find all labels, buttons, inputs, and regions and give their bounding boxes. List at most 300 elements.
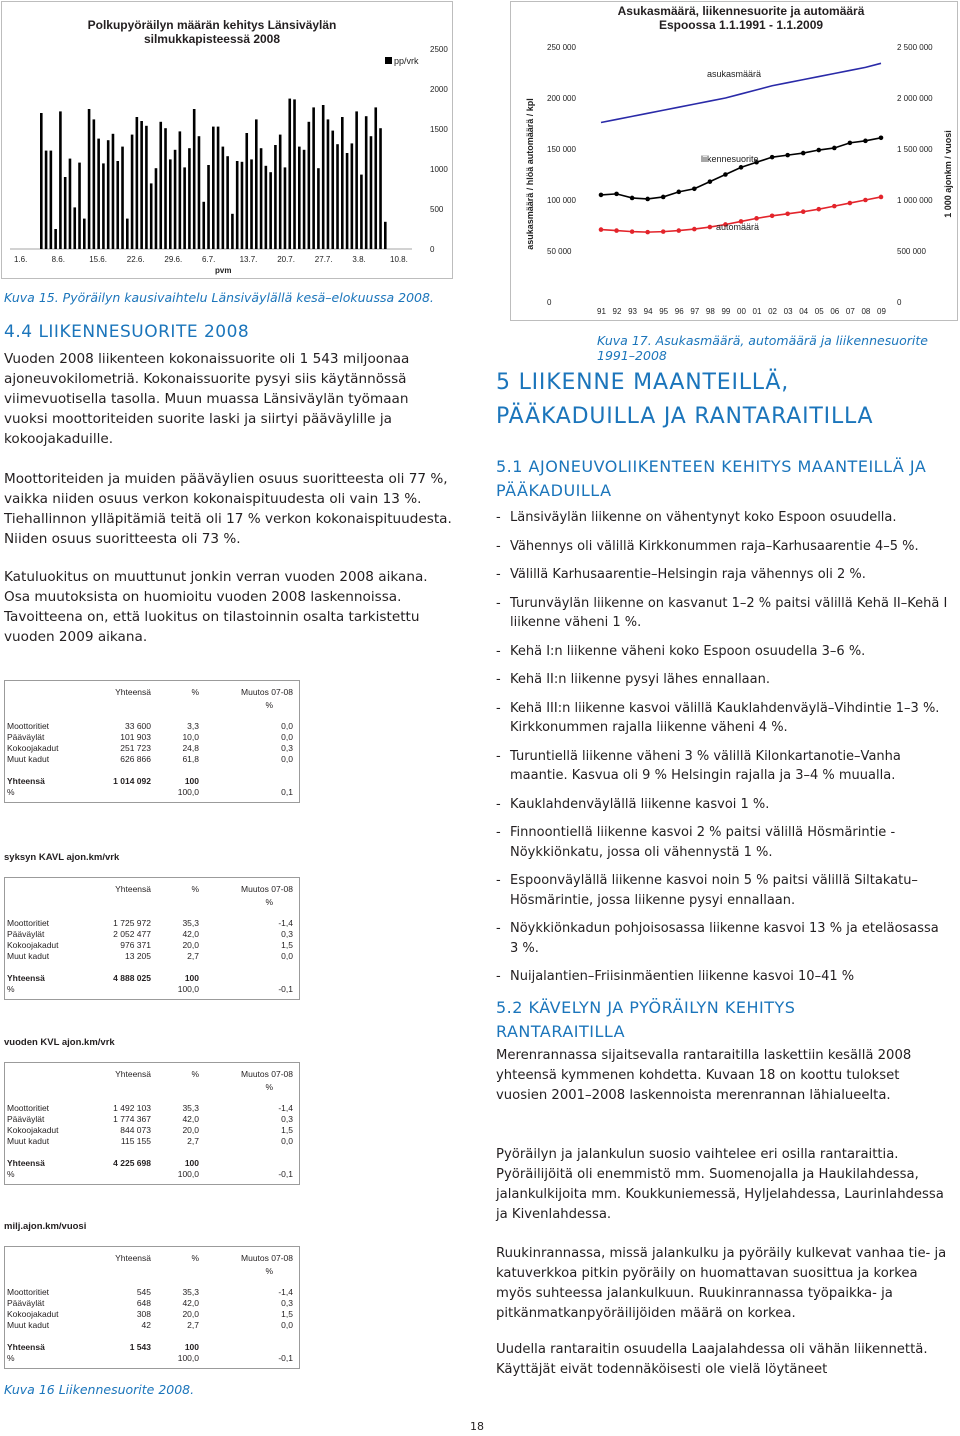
section-5-1-bullets <box>496 508 951 996</box>
table-cell: 2,7 <box>187 1320 199 1330</box>
bike-bar <box>78 163 81 249</box>
table-cell: 24,8 <box>182 743 199 753</box>
chapter-5-heading-line1: 5 LIIKENNE MAANTEILLÄ, <box>496 370 789 395</box>
table-cell: 1,5 <box>281 1309 293 1319</box>
pop-series-point <box>630 229 635 234</box>
table-row <box>5 743 299 754</box>
table-grid <box>4 1246 300 1369</box>
bike-ytick-label: 1500 <box>430 125 448 134</box>
pop-xtick-label: 98 <box>705 307 715 316</box>
table-cell: 1,5 <box>281 1125 293 1135</box>
bike-ytick-label: 500 <box>430 205 444 214</box>
table-cell: Yhteensä <box>7 776 45 786</box>
pop-series-point <box>599 227 604 232</box>
bike-xtick-label: 27.7. <box>314 255 333 264</box>
pop-series-point <box>832 146 837 151</box>
bike-bar <box>341 117 344 249</box>
table-header-cell: Yhteensä <box>115 1253 151 1263</box>
pop-xtick-label: 01 <box>752 307 762 316</box>
table-header-cell: Muutos 07-08 <box>241 884 293 894</box>
table-title: vuoden KVL ajon.km/vrk <box>4 1037 115 1048</box>
table-cell: 1 492 103 <box>113 1103 151 1113</box>
pop-xtick-label: 00 <box>737 307 746 316</box>
bullet-item: - Turuntiellä liikenne väheni 3 % välillä Kilonkartanotie–Vanha maantie. Kasvua oli 9 % Helsingin rajalla ja 3–4 % muualla. <box>496 747 951 786</box>
paragraph-4-4-3: Katuluokitus on muuttunut jonkin verran vuoden 2008 aikana. Osa muutoksista on huomioitu vuoden 2008 laskennoissa. Tavoitteena on, että luokitus on tilastoinnin osalta tarkistettu vuoden 2009 aikana. <box>4 569 428 645</box>
table-row <box>5 1298 299 1309</box>
table-cell: 0,3 <box>281 743 293 753</box>
pop-ytick-left-label: 100 000 <box>547 196 576 205</box>
pop-ytick-right-label: 2 500 000 <box>897 43 933 52</box>
paragraph-5-2-4: Uudella rantaraitin osuudella Laajalahdessa oli vähän liikennettä. Käyttäjät eivät todennäköisesti ole vielä löytäneet <box>496 1342 928 1377</box>
pop-series-point <box>832 204 837 209</box>
table-cell: Kokoojakadut <box>7 1125 59 1135</box>
bike-bar <box>140 121 143 249</box>
pop-label-population: asukasmäärä <box>707 69 762 79</box>
table-cell: -1,4 <box>278 1103 293 1113</box>
bike-bar <box>54 229 57 249</box>
bike-xtick-label: 29.6. <box>164 255 183 264</box>
table-cell: Kokoojakadut <box>7 743 59 753</box>
page-number: 18 <box>470 1420 484 1433</box>
section-4-4-heading: 4.4 LIIKENNESUORITE 2008 <box>4 322 250 342</box>
bullet-item: - Nöykkiönkadun pohjoisosassa liikenne kasvoi 13 % ja eteläosassa 3 %. <box>496 919 951 958</box>
paragraph-5-2-3: Ruukinrannassa, missä jalankulku ja pyöräily kulkevat vanhaa tie- ja katuverkkoa pitkin pyöräily on huomattavan suosittua ja korkea myös suhteessa jalankulkuun. Ruukinrannassa työpaikka- ja pitkänmatkanpyöräilijöiden määrä on korkea. <box>496 1246 947 1321</box>
table-total-row <box>5 1158 299 1169</box>
bike-bar <box>45 151 48 249</box>
pop-ytick-left-label: 0 <box>547 298 552 307</box>
pop-xtick-label: 08 <box>861 307 871 316</box>
table-grid <box>4 680 300 803</box>
table-cell: -1,4 <box>278 918 293 928</box>
bike-bar <box>308 122 311 249</box>
bike-bar <box>241 162 244 249</box>
table-cell: 545 <box>136 1287 151 1297</box>
bike-bar <box>169 159 172 249</box>
table-cell: 626 866 <box>120 754 151 764</box>
pop-xtick-label: 99 <box>721 307 731 316</box>
bike-bar <box>331 131 334 249</box>
table-row <box>5 951 299 962</box>
pop-xtick-label: 93 <box>628 307 638 316</box>
population-chart <box>510 1 958 321</box>
pop-series-point <box>614 228 619 233</box>
pop-ytick-right-label: 1 500 000 <box>897 145 933 154</box>
bullet-item: - Kehä I:n liikenne väheni koko Espoon osuudella 3–6 %. <box>496 642 951 662</box>
table-header-cell: % <box>191 884 199 894</box>
table-header-row <box>5 700 299 711</box>
table-cell: 976 371 <box>120 940 151 950</box>
table-header-cell: Yhteensä <box>115 1069 151 1079</box>
table-header-row <box>5 1069 299 1082</box>
table-cell: 10,0 <box>182 732 199 742</box>
table-cell: 0,0 <box>281 732 293 742</box>
bike-bar <box>88 109 91 249</box>
bike-bar <box>198 136 201 249</box>
pop-series-point <box>676 190 681 195</box>
bike-bar <box>355 111 358 249</box>
bike-bar <box>284 167 287 249</box>
table-cell: 308 <box>136 1309 151 1319</box>
pop-series-point <box>770 155 775 160</box>
table-cell: Muut kadut <box>7 951 50 961</box>
pop-series-point <box>801 151 806 156</box>
table-cell: % <box>7 1353 15 1363</box>
table-cell: 0,0 <box>281 1320 293 1330</box>
table-cell: Pääväylät <box>7 1114 45 1124</box>
bike-bar <box>370 136 373 249</box>
bullet-item: - Länsiväylän liikenne on vähentynyt koko Espoon osuudella. <box>496 508 951 528</box>
bike-bar <box>374 107 377 249</box>
bike-bar <box>303 150 306 249</box>
pop-xtick-label: 94 <box>643 307 653 316</box>
table-cell: 1 014 092 <box>113 776 151 786</box>
table-header-cell: % <box>191 1253 199 1263</box>
bike-ytick-label: 0 <box>430 245 435 254</box>
table-row <box>5 1125 299 1136</box>
pop-series-point <box>708 225 713 230</box>
table-header-cell: % <box>191 1069 199 1079</box>
table-row <box>5 721 299 732</box>
pop-series-point <box>661 195 666 200</box>
table-header-row <box>5 1082 299 1093</box>
table-cell: Pääväylät <box>7 929 45 939</box>
pop-series-point <box>770 214 775 219</box>
bike-bar <box>121 147 124 249</box>
pop-series-point <box>739 165 744 170</box>
table-cell: -0,1 <box>278 1169 293 1179</box>
table-cell: 2 052 477 <box>113 929 151 939</box>
bike-bar <box>174 150 177 249</box>
pop-series-point <box>863 198 868 203</box>
table-percent-row <box>5 787 299 798</box>
bike-bar <box>312 107 315 249</box>
table-cell: 648 <box>136 1298 151 1308</box>
table-cell: Moottoritiet <box>7 721 50 731</box>
table-cell: Yhteensä <box>7 973 45 983</box>
table-cell: 0,1 <box>281 787 293 797</box>
pop-series-point <box>692 227 697 232</box>
pop-series-point <box>676 228 681 233</box>
pop-series-point <box>754 216 759 221</box>
bike-ytick-label: 2500 <box>430 45 448 54</box>
table-cell: 101 903 <box>120 732 151 742</box>
bike-chart-title: Polkupyöräilyn määrän kehitys Länsiväylän silmukkapisteessä 2008 <box>87 18 337 46</box>
section-5-1-heading: 5.1 AJONEUVOLIIKENTEEN KEHITYS MAANTEILLÄ JA PÄÄKADUILLA <box>496 457 927 500</box>
table-cell: 3,3 <box>187 721 199 731</box>
table-header-cell: Yhteensä <box>115 884 151 894</box>
table-cell: Yhteensä <box>7 1342 45 1352</box>
table-cell: % <box>7 787 15 797</box>
bike-xtick-label: 10.8. <box>390 255 408 264</box>
table-cell: 100,0 <box>177 1353 199 1363</box>
table-cell: 61,8 <box>182 754 199 764</box>
bike-bar <box>155 168 158 249</box>
pop-series-point <box>661 229 666 234</box>
bike-xtick-label: 22.6. <box>126 255 145 264</box>
bike-bar <box>265 166 268 249</box>
table-cell: 35,3 <box>182 1103 199 1113</box>
table-cell: Moottoritiet <box>7 1287 50 1297</box>
table-cell: 42,0 <box>182 1298 199 1308</box>
bike-bar <box>83 219 86 249</box>
bike-bar <box>131 135 134 249</box>
table-cell: 4 888 025 <box>113 973 151 983</box>
table-header-row <box>5 1253 299 1266</box>
population-chart-title: Asukasmäärä, liikennesuorite ja automäärä Espoossa 1.1.1991 - 1.1.2009 <box>617 4 865 32</box>
bike-xtick-label: 1.6. <box>14 255 28 264</box>
table-cell: 1 725 972 <box>113 918 151 928</box>
pop-y-axis-title-right: 1 000 ajonkm / vuosi <box>943 130 953 218</box>
bullet-item: - Espoonväylällä liikenne kasvoi noin 5 % paitsi välillä Siltakatu–Hösmärintie, jossa liikenne pysyi ennallaan. <box>496 871 951 910</box>
bike-bar <box>260 148 263 249</box>
bike-bar <box>107 140 110 249</box>
table-header-cell: % <box>265 1266 273 1276</box>
traffic-table <box>4 848 300 1000</box>
pop-xtick-label: 96 <box>674 307 684 316</box>
bike-bar <box>269 172 272 249</box>
pop-xtick-label: 05 <box>814 307 824 316</box>
bike-bar <box>327 119 330 249</box>
pop-series-point <box>816 148 821 153</box>
bike-bar <box>112 134 115 249</box>
bike-bar <box>126 219 129 249</box>
table-cell: Muut kadut <box>7 1136 50 1146</box>
pop-series-point <box>816 207 821 212</box>
table-header-cell: % <box>265 700 273 710</box>
bike-bar <box>245 133 248 249</box>
table-header-cell: % <box>191 687 199 697</box>
table-cell: 33 600 <box>125 721 151 731</box>
pop-xtick-label: 91 <box>597 307 606 316</box>
traffic-table <box>4 680 300 803</box>
table-cell: 13 205 <box>125 951 151 961</box>
pop-xtick-label: 97 <box>690 307 700 316</box>
pop-xtick-label: 04 <box>799 307 809 316</box>
table-row <box>5 1136 299 1147</box>
bike-bar <box>226 156 229 249</box>
pop-label-vehicle-km: liikennesuorite <box>701 154 759 164</box>
bullet-item: - Nuijalantien–Friisinmäentien liikenne kasvoi 10–41 % <box>496 967 951 987</box>
bike-bar <box>59 111 62 249</box>
paragraph-5-2-2: Pyöräilyn ja jalankulun suosio vaihtelee eri osilla rantaraittia. Pyöräilijöitä oli enemmistö mm. Suomenojalla ja Haukilahdessa, jalankulkijoita mm. Koukkuniemessä, Hyljelahdessa, Laurinlahdessa ja Kivenlahdessa. <box>496 1147 944 1222</box>
bike-bar <box>336 144 339 249</box>
pop-series-point <box>599 193 604 198</box>
table-cell: 844 073 <box>120 1125 151 1135</box>
bike-bar <box>183 167 186 249</box>
pop-series-point <box>645 197 650 202</box>
table-title: milj.ajon.km/vuosi <box>4 1221 87 1232</box>
bike-bar <box>365 116 368 249</box>
table-cell: 4 225 698 <box>113 1158 151 1168</box>
bike-chart-plot <box>2 2 452 278</box>
table-header-row <box>5 1266 299 1277</box>
bike-bar <box>379 128 382 249</box>
bike-bar <box>317 168 320 249</box>
bike-bar <box>293 99 296 249</box>
bike-bar <box>322 105 325 249</box>
table-cell: 20,0 <box>182 1309 199 1319</box>
pop-series-point <box>692 186 697 191</box>
figure-17-caption: Kuva 17. Asukasmäärä, automäärä ja liikennesuorite 1991–2008 <box>597 333 928 363</box>
table-grid <box>4 877 300 1000</box>
table-row <box>5 1320 299 1331</box>
table-cell: Moottoritiet <box>7 1103 50 1113</box>
bike-ytick-label: 1000 <box>430 165 448 174</box>
bike-bar <box>93 119 96 249</box>
table-header-row <box>5 897 299 908</box>
bike-bar <box>250 159 253 249</box>
table-cell: 100 <box>184 973 199 983</box>
pop-xtick-label: 06 <box>830 307 840 316</box>
table-header-cell: % <box>265 1082 273 1092</box>
table-total-row <box>5 973 299 984</box>
table-cell: Yhteensä <box>7 1158 45 1168</box>
pop-xtick-label: 95 <box>659 307 669 316</box>
table-cell: -0,1 <box>278 984 293 994</box>
bike-bar <box>136 117 139 249</box>
bullet-item: - Välillä Karhusaarentie–Helsingin raja vähennys oli 2 %. <box>496 565 951 585</box>
pop-series-point <box>785 153 790 158</box>
bike-xtick-label: 15.6. <box>89 255 107 264</box>
population-chart-plot <box>511 2 957 320</box>
bike-xtick-label: 20.7. <box>277 255 295 264</box>
bullet-item: - Turunväylän liikenne on kasvanut 1–2 % paitsi välillä Kehä II–Kehä I liikenne väheni 1 %. <box>496 594 951 633</box>
pop-series-point <box>848 141 853 146</box>
table-cell: 100,0 <box>177 984 199 994</box>
pop-ytick-left-label: 250 000 <box>547 43 576 52</box>
pop-ytick-left-label: 200 000 <box>547 94 576 103</box>
table-row <box>5 732 299 743</box>
table-percent-row <box>5 984 299 995</box>
table-cell: 100,0 <box>177 787 199 797</box>
table-percent-row <box>5 1353 299 1364</box>
pop-ytick-left-label: 150 000 <box>547 145 576 154</box>
table-cell: 2,7 <box>187 1136 199 1146</box>
bike-x-axis-title: pvm <box>215 266 232 275</box>
bike-bar <box>279 135 282 249</box>
bike-xtick-label: 8.6. <box>51 255 65 264</box>
pop-series-point <box>801 209 806 214</box>
table-header-cell: Muutos 07-08 <box>241 1069 293 1079</box>
pop-ytick-right-label: 500 000 <box>897 247 926 256</box>
bullet-item: - Vähennys oli välillä Kirkkonummen raja–Karhusaarentie 4–5 %. <box>496 537 951 557</box>
bullet-item: - Kehä II:n liikenne pysyi lähes ennallaan. <box>496 670 951 690</box>
table-total-row <box>5 1342 299 1353</box>
table-row <box>5 1114 299 1125</box>
chapter-5-heading-line2: PÄÄKADUILLA JA RANTARAITILLA <box>496 404 874 429</box>
table-row <box>5 1309 299 1320</box>
table-header-row <box>5 687 299 700</box>
table-total-row <box>5 776 299 787</box>
bike-bar <box>97 139 100 249</box>
bike-bar <box>217 127 220 249</box>
table-header-cell: Muutos 07-08 <box>241 1253 293 1263</box>
table-cell: 20,0 <box>182 1125 199 1135</box>
table-grid <box>4 1062 300 1185</box>
table-cell: 0,0 <box>281 1136 293 1146</box>
bike-bar <box>298 147 301 249</box>
pop-series-point <box>785 211 790 216</box>
bike-bar <box>207 165 210 249</box>
bike-bar <box>145 126 148 249</box>
table-cell: 251 723 <box>120 743 151 753</box>
table-cell: 42,0 <box>182 1114 199 1124</box>
bike-bar <box>202 202 205 249</box>
paragraph-4-4-2: Moottoriteiden ja muiden pääväylien osuus suoritteesta oli 77 %, vaikka niiden osuus verkon kokonaispituudesta oli vain 13 %. Tiehallinnon ylläpitämiä teitä oli 17 % verkon kokonaispituudesta. Niiden osuus suoritteesta oli 73 %. <box>4 471 452 547</box>
traffic-table <box>4 1217 300 1369</box>
bullet-item: - Finnoontiellä liikenne kasvoi 2 % paitsi välillä Hösmärintie -Nöykkiönkatu, jossa oli vähennystä 1 %. <box>496 823 951 862</box>
bike-bar <box>231 214 234 249</box>
table-cell: Moottoritiet <box>7 918 50 928</box>
bike-bar <box>40 113 43 249</box>
table-cell: 42 <box>141 1320 151 1330</box>
table-cell: 2,7 <box>187 951 199 961</box>
table-header-cell: % <box>265 897 273 907</box>
pop-series-point <box>614 192 619 197</box>
bike-bar <box>150 183 153 249</box>
bike-legend-label: pp/vrk <box>394 56 419 66</box>
bike-bar <box>255 119 258 249</box>
bike-bar <box>274 145 277 249</box>
pop-y-axis-title-left: asukasmäärä / hlöä automäärä / kpl <box>525 98 535 250</box>
table-row <box>5 754 299 765</box>
table-cell: 0,0 <box>281 721 293 731</box>
bike-bar <box>222 147 225 249</box>
bike-legend-swatch <box>385 57 392 64</box>
pop-xtick-label: 02 <box>768 307 778 316</box>
bike-bar <box>188 148 191 249</box>
table-cell: % <box>7 1169 15 1179</box>
table-cell: 0,3 <box>281 929 293 939</box>
table-row <box>5 1287 299 1298</box>
bike-ytick-label: 2000 <box>430 85 448 94</box>
pop-series-point <box>630 196 635 201</box>
bullet-item: - Kauklahdenväylällä liikenne kasvoi 1 %. <box>496 795 951 815</box>
pop-ytick-right-label: 2 000 000 <box>897 94 933 103</box>
bike-bar <box>102 163 105 249</box>
pop-label-cars: automäärä <box>716 222 760 232</box>
bike-xtick-label: 3.8. <box>352 255 366 264</box>
pop-ytick-right-label: 0 <box>897 298 902 307</box>
bike-bar <box>346 153 349 249</box>
pop-series-point <box>879 135 884 140</box>
pop-ytick-right-label: 1 000 000 <box>897 196 933 205</box>
pop-xtick-label: 07 <box>845 307 855 316</box>
bike-bar <box>212 127 215 249</box>
bike-bar <box>351 143 354 249</box>
table-header-cell: Yhteensä <box>115 687 151 697</box>
pop-xtick-label: 03 <box>783 307 793 316</box>
bike-bar <box>116 161 119 249</box>
bike-bar <box>64 177 67 249</box>
pop-series-point <box>848 201 853 206</box>
table-cell: 1 543 <box>129 1342 151 1352</box>
table-row <box>5 1103 299 1114</box>
table-cell: 0,3 <box>281 1298 293 1308</box>
table-cell: Pääväylät <box>7 732 45 742</box>
paragraph-4-4-1: Vuoden 2008 liikenteen kokonaissuorite oli 1 543 miljoonaa ajoneuvokilometriä. Kokonaissuorite pysyi siis käytännössä viimevuotisella tasolla. Muun muassa Länsiväylän työmaan vuoksi moottoriteiden suorite laski ja siirtyi pääväylille ja kokoojakaduille. <box>4 351 410 447</box>
bike-xtick-label: 6.7. <box>202 255 216 264</box>
pop-xtick-label: 09 <box>877 307 886 316</box>
paragraph-5-2-1: Merenrannassa sijaitsevalla rantaraitilla laskettiin kesällä 2008 yhteensä kymmenen kohdetta. Kuvaan 18 on koottu tulokset vuosien 2001–2008 laskennoista merenrannan lähialueelta. <box>496 1048 912 1103</box>
figure-15-caption: Kuva 15. Pyöräilyn kausivaihtelu Länsiväylällä kesä–elokuussa 2008. <box>4 290 434 305</box>
table-cell: Muut kadut <box>7 1320 50 1330</box>
table-cell: 20,0 <box>182 940 199 950</box>
table-cell: 100 <box>184 1158 199 1168</box>
table-header-cell: Muutos 07-08 <box>241 687 293 697</box>
figure-16-caption: Kuva 16 Liikennesuorite 2008. <box>4 1382 195 1397</box>
table-cell: 35,3 <box>182 1287 199 1297</box>
